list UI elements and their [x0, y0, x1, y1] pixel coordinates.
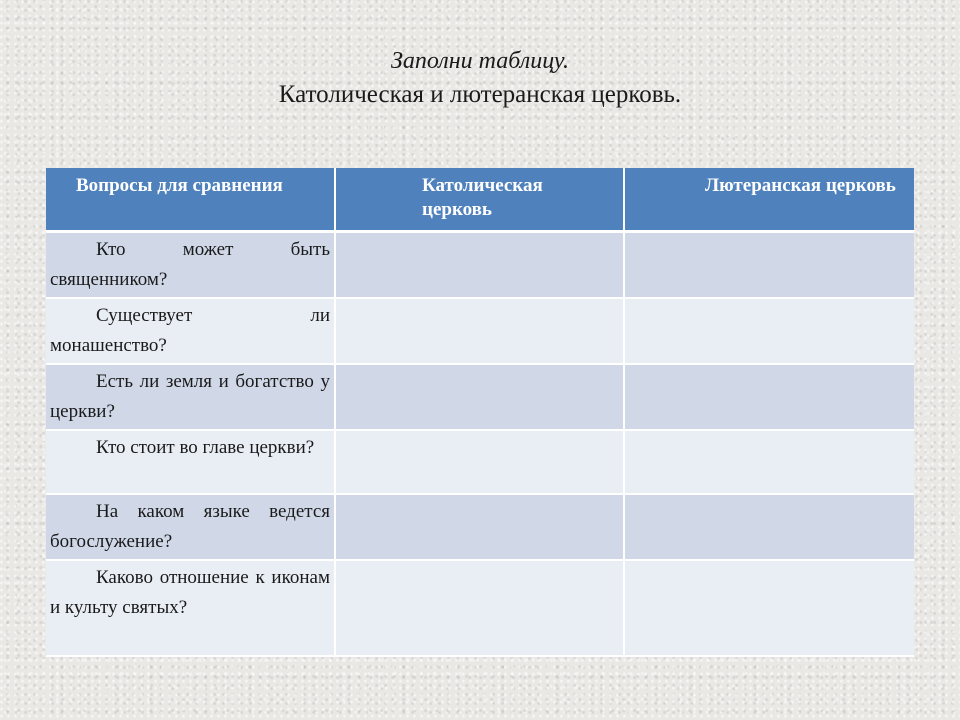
question-cell: [46, 430, 335, 494]
question-text: Кто стоит во главе церкви?: [96, 437, 315, 458]
header-lutheran-church: Лютеранская церковь: [624, 168, 914, 232]
catholic-answer-cell[interactable]: [335, 430, 624, 494]
question-text: Кто может быть священником?: [50, 239, 330, 290]
table-header-row: [46, 168, 914, 232]
slide-title: [0, 44, 960, 112]
table-row: [46, 232, 914, 299]
lutheran-answer-cell[interactable]: [624, 364, 914, 430]
lutheran-answer-cell[interactable]: [624, 298, 914, 364]
catholic-answer-cell[interactable]: [335, 298, 624, 364]
header-questions: Вопросы для сравнения: [46, 168, 335, 232]
question-cell: [46, 364, 335, 430]
title-topic: Католическая и лютеранская церковь.: [278, 81, 682, 108]
lutheran-answer-cell[interactable]: [624, 232, 914, 299]
comparison-table: [46, 168, 914, 657]
lutheran-answer-cell[interactable]: [624, 560, 914, 656]
catholic-answer-cell[interactable]: [335, 560, 624, 656]
question-text: Каково отношение к иконам и культу святых?: [50, 567, 330, 618]
catholic-answer-cell[interactable]: [335, 364, 624, 430]
question-text: Есть ли земля и богатство у церкви?: [50, 371, 330, 422]
header-catholic-church: Католическая церковь: [335, 168, 624, 232]
table-row: [46, 298, 914, 364]
question-text: Существует ли монашенство?: [50, 305, 330, 356]
table-row: [46, 560, 914, 656]
table-row: [46, 364, 914, 430]
question-cell: [46, 298, 335, 364]
catholic-answer-cell[interactable]: [335, 232, 624, 299]
lutheran-answer-cell[interactable]: [624, 430, 914, 494]
question-text: На каком языке ведется богослужение?: [50, 501, 330, 552]
table-row: [46, 494, 914, 560]
question-cell: [46, 494, 335, 560]
table-row: [46, 430, 914, 494]
question-cell: [46, 560, 335, 656]
question-cell: [46, 232, 335, 299]
catholic-answer-cell[interactable]: [335, 494, 624, 560]
lutheran-answer-cell[interactable]: [624, 494, 914, 560]
title-instruction: Заполни таблицу.: [390, 48, 570, 74]
